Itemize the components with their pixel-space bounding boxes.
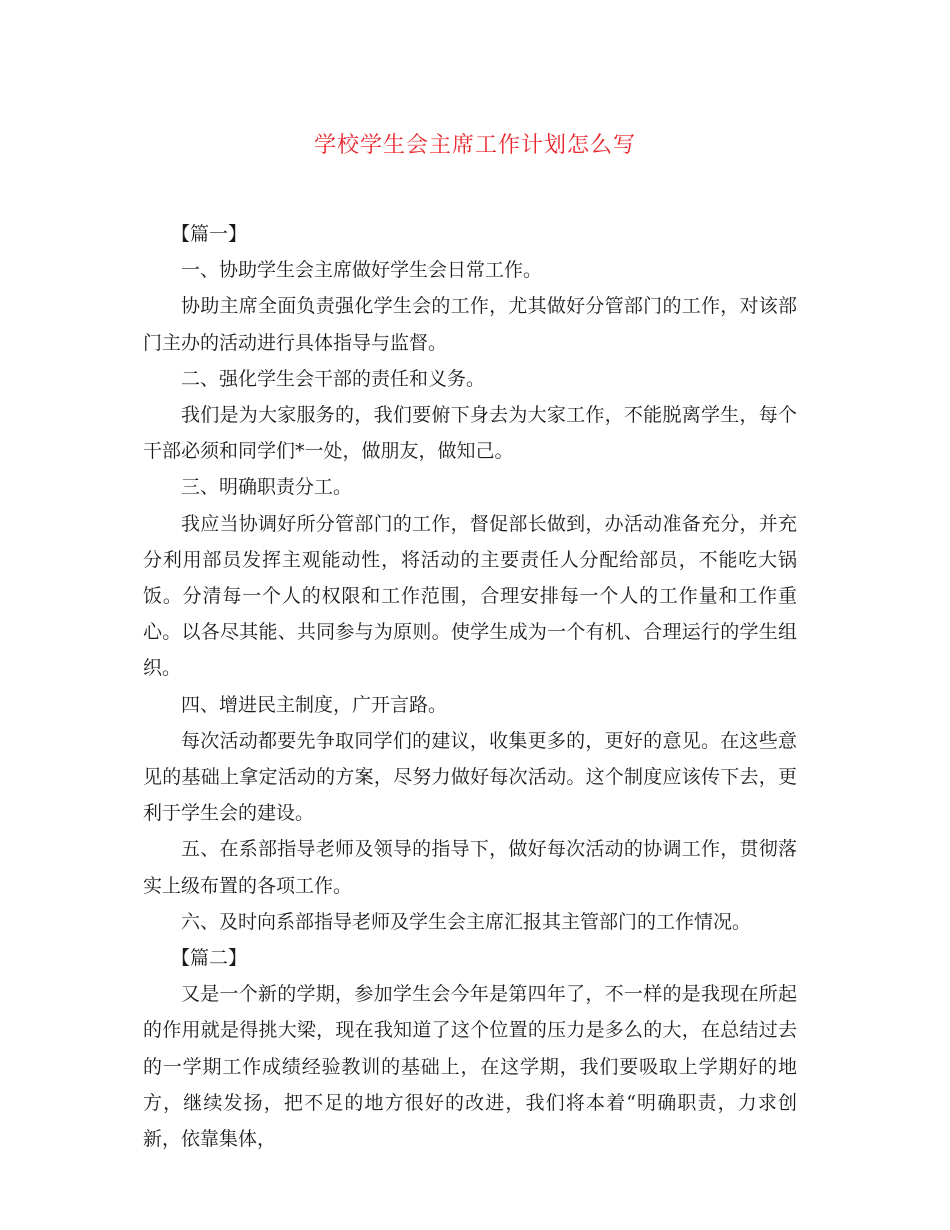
paragraph: 每次活动都要先争取同学们的建议，收集更多的，更好的意见。在这些意见的基础上拿定活动的方案，尽努力做好每次活动。这个制度应该传下去，更利于学生会的建设。 xyxy=(143,729,797,825)
item-heading-1: 一、协助学生会主席做好学生会日常工作。 xyxy=(181,259,543,282)
paragraph: 又是一个新的学期，参加学生会今年是第四年了，不一样的是我现在所起的作用就是得挑大梁，现在我知道了这个位置的压力是多么的大，在总结过去的一学期工作成绩经验教训的基础上，在这学期，我们要吸取上学期好的地方，继续发扬，把不足的地方很好的改进，我们将本着“明确职责，力求创新，依靠集体， xyxy=(143,983,797,1151)
paragraph: 协助主席全面负责强化学生会的工作，尤其做好分管部门的工作，对该部门主办的活动进行具体指导与监督。 xyxy=(143,295,797,354)
item-heading-4: 四、增进民主制度，广开言路。 xyxy=(181,693,448,716)
item-heading-2: 二、强化学生会干部的责任和义务。 xyxy=(181,367,486,390)
item-heading-5: 五、在系部指导老师及领导的指导下，做好每次活动的协调工作，贯彻落实上级布置的各项工作。 xyxy=(143,838,797,897)
paragraph: 我应当协调好所分管部门的工作，督促部长做到，办活动准备充分，并充分利用部员发挥主观能动性，将活动的主要责任人分配给部员，不能吃大锅饭。分清每一个人的权限和工作范围，合理安排每一个人的工作量和工作重心。以各尽其能、共同参与为原则。使学生成为一个有机、合理运行的学生组织。 xyxy=(143,512,797,680)
item-heading-3: 三、明确职责分工。 xyxy=(181,476,353,499)
section-label-2: 【篇二】 xyxy=(171,947,248,970)
section-label-1: 【篇一】 xyxy=(171,223,248,245)
paragraph: 我们是为大家服务的，我们要俯下身去为大家工作，不能脱离学生，每个干部必须和同学们*一处，做朋友，做知己。 xyxy=(143,404,797,463)
document-title: 学校学生会主席工作计划怎么写 xyxy=(313,133,636,158)
document-body xyxy=(143,216,797,1157)
item-heading-6: 六、及时向系部指导老师及学生会主席汇报其主管部门的工作情况。 xyxy=(181,910,752,933)
